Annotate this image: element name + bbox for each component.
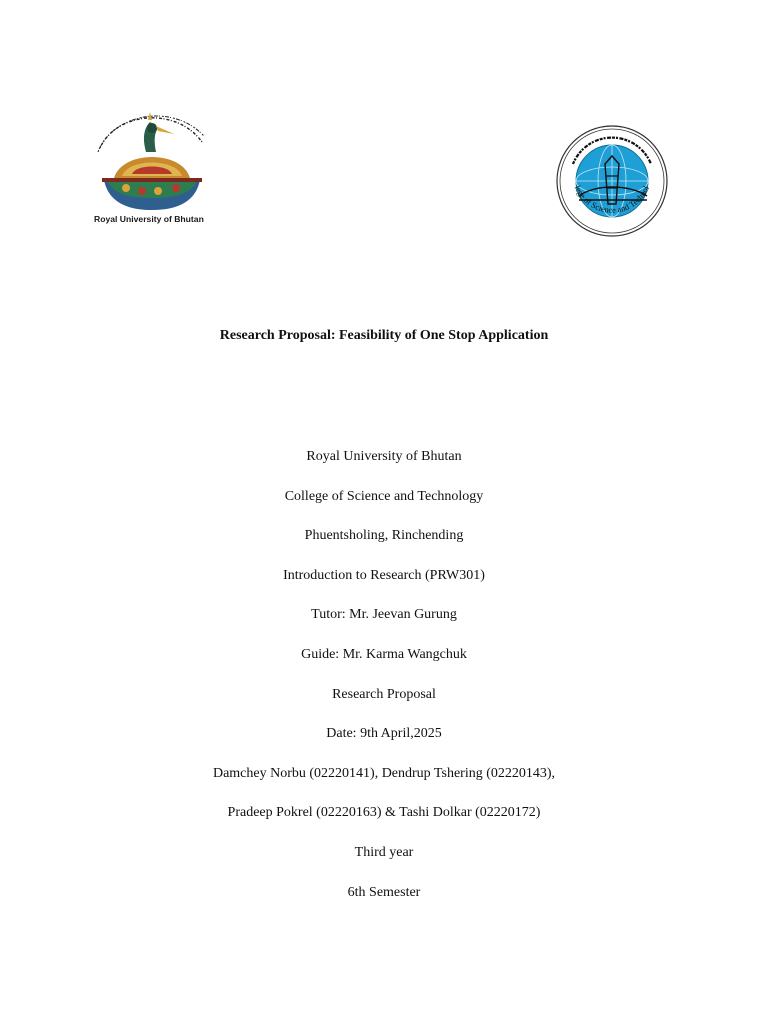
line-authors-1: Damchey Norbu (02220141), Dendrup Tshering (02220143), [212,765,556,781]
line-doc-type: Research Proposal [332,686,436,702]
royal-university-emblem-icon [92,100,212,216]
line-authors-2: Pradeep Pokrel (02220163) & Tashi Dolkar (02220172) [227,805,541,821]
line-tutor: Tutor: Mr. Jeevan Gurung [311,607,457,623]
line-location: Phuentsholing, Rinchending [304,528,464,544]
logo-caption: Royal University of Bhutan [94,214,204,224]
line-semester: 6th Semester [347,884,421,900]
line-course: Introduction to Research (PRW301) [283,567,485,583]
document-title: Research Proposal: Feasibility of One Stop Application [219,328,549,343]
cst-seal-icon [555,124,669,238]
line-university: Royal University of Bhutan [306,449,462,464]
line-college: College of Science and Technology [284,488,484,504]
line-year: Third year [354,844,414,860]
logo-college-seal [555,124,669,238]
line-date: Date: 9th April,2025 [326,726,442,742]
logo-royal-university [92,100,212,230]
title-page-lines [0,447,768,922]
line-guide: Guide: Mr. Karma Wangchuk [301,646,467,662]
seal-text: lege of Science and Technol [572,183,652,215]
